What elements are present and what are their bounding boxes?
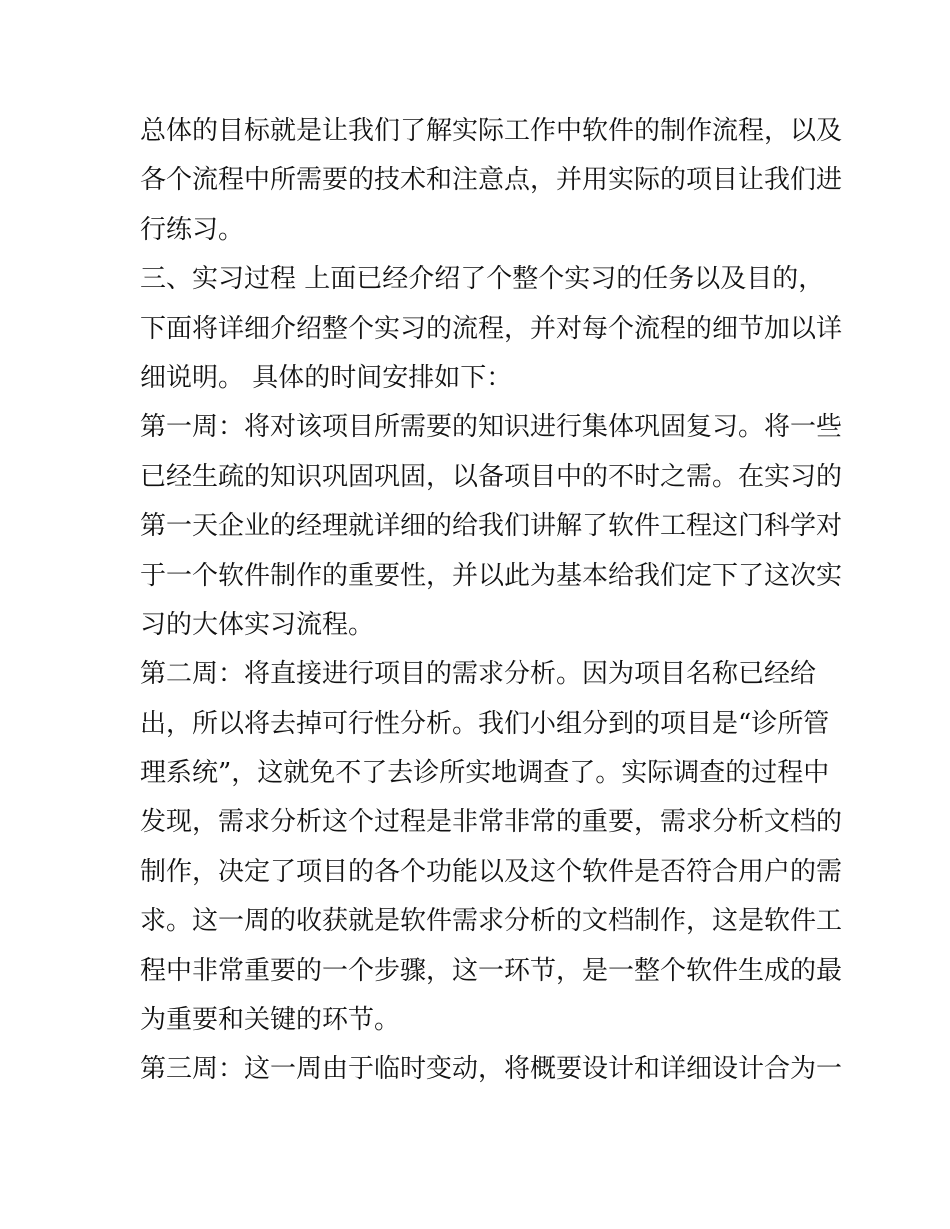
text-line: 于一个软件制作的重要性，并以此为基本给我们定下了这次实 — [140, 560, 843, 591]
text-line: 程中非常重要的一个步骤，这一环节，是一整个软件生成的最 — [140, 955, 843, 986]
text-line: 出，所以将去掉可行性分析。我们小组分到的项目是“诊所管 — [140, 708, 830, 739]
text-line: 各个流程中所需要的技术和注意点，并用实际的项目让我们进 — [140, 165, 843, 196]
text-line: 行练习。 — [140, 214, 245, 245]
text-line: 第三周：这一周由于临时变动，将概要设计和详细设计合为一 — [140, 1054, 843, 1085]
text-line: 第一天企业的经理就详细的给我们讲解了软件工程这门科学对 — [140, 511, 843, 542]
text-line: 下面将详细介绍整个实习的流程，并对每个流程的细节加以详 — [140, 313, 843, 344]
text-line: 制作，决定了项目的各个功能以及这个软件是否符合用户的需 — [140, 856, 843, 887]
body-text — [140, 107, 843, 1095]
text-line: 为重要和关键的环节。 — [140, 1005, 401, 1036]
text-line: 细说明。 具体的时间安排如下： — [140, 362, 513, 393]
text-line: 求。这一周的收获就是软件需求分析的文档制作，这是软件工 — [140, 906, 843, 937]
text-line: 理系统”，这就免不了去诊所实地调查了。实际调查的过程中 — [140, 758, 830, 789]
text-line: 三、实习过程 上面已经介绍了个整个实习的任务以及目的， — [140, 264, 825, 295]
text-line: 发现，需求分析这个过程是非常非常的重要，需求分析文档的 — [140, 807, 843, 838]
text-line: 第二周：将直接进行项目的需求分析。因为项目名称已经给 — [140, 659, 817, 690]
text-line: 已经生疏的知识巩固巩固，以备项目中的不时之需。在实习的 — [140, 461, 843, 492]
text-line: 第一周：将对该项目所需要的知识进行集体巩固复习。将一些 — [140, 412, 843, 443]
text-line: 总体的目标就是让我们了解实际工作中软件的制作流程，以及 — [140, 116, 843, 146]
text-line: 习的大体实习流程。 — [140, 609, 375, 640]
